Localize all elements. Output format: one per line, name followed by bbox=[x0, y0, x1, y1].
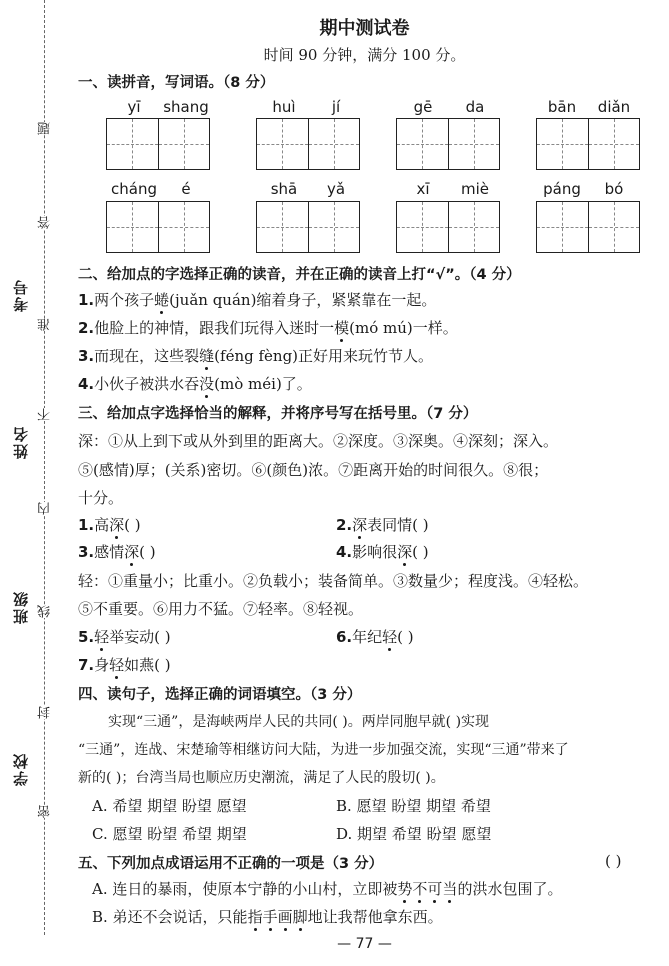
class-label: 班级 bbox=[12, 590, 30, 624]
dotted-char: 深 bbox=[109, 516, 125, 534]
dotted-char: 深 bbox=[352, 516, 368, 534]
option-b: B. 愿望 盼望 期望 希望 bbox=[336, 797, 491, 815]
pinyin: shā bbox=[270, 180, 298, 198]
question-line: 7.身轻如燕( ) bbox=[78, 656, 171, 674]
section5-heading: 五、下列加点成语运用不正确的一项是（3 分） bbox=[78, 856, 384, 872]
exam-number-label: 考号 bbox=[12, 278, 30, 312]
dotted-char: 手 bbox=[262, 908, 278, 926]
dotted-char: 深 bbox=[397, 543, 413, 561]
seal-char: 不 bbox=[38, 408, 53, 421]
dotted-char: 轻 bbox=[382, 628, 398, 646]
exam-subtitle: 时间 90 分钟，满分 100 分。 bbox=[263, 46, 466, 64]
pinyin: bān bbox=[547, 98, 577, 116]
option-a: A. 希望 期望 盼望 愿望 bbox=[92, 797, 247, 815]
definition-line: ⑤不重要。⑥用力不猛。⑦轻率。⑧轻视。 bbox=[78, 600, 364, 618]
writing-grid[interactable] bbox=[106, 201, 210, 253]
dotted-char: 势 bbox=[397, 880, 413, 898]
dotted-char: 轻 bbox=[109, 656, 125, 674]
question-line: 4.影响很深( ) bbox=[336, 543, 429, 561]
option-c: C. 愿望 盼望 希望 期望 bbox=[92, 825, 247, 843]
pinyin: gē bbox=[413, 98, 433, 116]
pinyin: xī bbox=[416, 180, 430, 198]
writing-grid[interactable] bbox=[396, 118, 500, 170]
answer-bracket[interactable]: ( ) bbox=[605, 852, 622, 870]
question-line: 3.而现在，这些裂缝(féng fèng)正好用来玩竹节人。 bbox=[78, 347, 434, 365]
question-line: 3.感情深( ) bbox=[78, 543, 156, 561]
option-b: B. 弟还不会说话，只能指手画脚地让我帮他拿东西。 bbox=[92, 908, 443, 926]
question-line: 2.他脸上的神情，跟我们玩得入迷时一模(mó mú)一样。 bbox=[78, 319, 458, 337]
pinyin: yī bbox=[127, 98, 141, 116]
dotted-char: 深 bbox=[124, 543, 140, 561]
definition-line: 深：①从上到下或从外到里的距离大。②深度。③深奥。④深刻；深入。 bbox=[78, 432, 559, 450]
pinyin: miè bbox=[460, 180, 489, 198]
pinyin: é bbox=[181, 180, 191, 198]
seal-char: 密 bbox=[38, 805, 53, 818]
question-line: 1.两个孩子蜷(juǎn quán)缩着身子，紧紧靠在一起。 bbox=[78, 291, 437, 309]
exam-title: 期中测试卷 bbox=[319, 18, 410, 39]
seal-char: 准 bbox=[38, 318, 53, 331]
seal-char: 内 bbox=[38, 502, 53, 515]
passage-line: 实现“三通”，是海峡两岸人民的共同( )。两岸同胞早就( )实现 bbox=[108, 714, 490, 730]
writing-grid[interactable] bbox=[396, 201, 500, 253]
seal-char: 封 bbox=[38, 706, 53, 719]
section2-heading: 二、给加点的字选择正确的读音，并在正确的读音上打“√”。（4 分） bbox=[78, 267, 521, 283]
writing-grid[interactable] bbox=[106, 118, 210, 170]
option-d: D. 期望 希望 盼望 愿望 bbox=[336, 825, 492, 843]
question-line: 6.年纪轻( ) bbox=[336, 628, 414, 646]
pinyin: shang bbox=[163, 98, 209, 116]
writing-grid[interactable] bbox=[256, 201, 360, 253]
question-line: 4.小伙子被洪水吞没(mò méi)了。 bbox=[78, 375, 312, 393]
dotted-char: 不 bbox=[412, 880, 428, 898]
question-line: 2.深表同情( ) bbox=[336, 516, 429, 534]
question-line: 1.高深( ) bbox=[78, 516, 141, 534]
school-label: 学校 bbox=[12, 752, 30, 786]
pinyin: jí bbox=[331, 98, 341, 116]
dotted-char: 画 bbox=[277, 908, 293, 926]
option-a: A. 连日的暴雨，使原本宁静的小山村，立即被势不可当的洪水包围了。 bbox=[92, 880, 563, 898]
dotted-char: 脚 bbox=[292, 908, 308, 926]
dotted-char: 模 bbox=[334, 319, 350, 337]
pinyin: huì bbox=[272, 98, 296, 116]
writing-grid[interactable] bbox=[536, 201, 640, 253]
section1-heading: 一、读拼音，写词语。（8 分） bbox=[78, 75, 275, 91]
pinyin: cháng bbox=[111, 180, 157, 198]
seal-char: 线 bbox=[38, 605, 53, 618]
dotted-char: 没 bbox=[199, 375, 215, 393]
pinyin: bó bbox=[604, 180, 624, 198]
pinyin: yǎ bbox=[326, 180, 346, 198]
dotted-char: 可 bbox=[427, 880, 443, 898]
writing-grid[interactable] bbox=[536, 118, 640, 170]
seal-char: 题 bbox=[38, 122, 53, 135]
page-number: — 77 — bbox=[337, 936, 392, 952]
name-label: 姓名 bbox=[12, 425, 30, 459]
question-line: 5.轻举妄动( ) bbox=[78, 628, 171, 646]
binding-margin-line bbox=[44, 0, 45, 935]
definition-line: 十分。 bbox=[78, 489, 124, 507]
passage-line: 新的( )；台湾当局也顺应历史潮流，满足了人民的殷切( )。 bbox=[78, 770, 445, 786]
definition-line: ⑤(感情)厚；(关系)密切。⑥(颜色)浓。⑦距离开始的时间很久。⑧很； bbox=[78, 461, 549, 479]
pinyin: da bbox=[465, 98, 485, 116]
dotted-char: 缝 bbox=[199, 347, 215, 365]
section3-heading: 三、给加点字选择恰当的解释，并将序号写在括号里。（7 分） bbox=[78, 406, 478, 422]
dotted-char: 蜷 bbox=[154, 291, 170, 309]
dotted-char: 轻 bbox=[94, 628, 110, 646]
pinyin: páng bbox=[543, 180, 581, 198]
dotted-char: 当 bbox=[442, 880, 458, 898]
section4-heading: 四、读句子，选择正确的词语填空。（3 分） bbox=[78, 687, 362, 703]
passage-line: “三通”，连战、宋楚瑜等相继访问大陆，为进一步加强交流，实现“三通”带来了 bbox=[78, 742, 569, 758]
seal-char: 答 bbox=[38, 216, 53, 229]
definition-line: 轻：①重量小；比重小。②负载小；装备简单。③数量少；程度浅。④轻松。 bbox=[78, 572, 589, 590]
pinyin: diǎn bbox=[597, 98, 631, 116]
dotted-char: 指 bbox=[247, 908, 263, 926]
writing-grid[interactable] bbox=[256, 118, 360, 170]
